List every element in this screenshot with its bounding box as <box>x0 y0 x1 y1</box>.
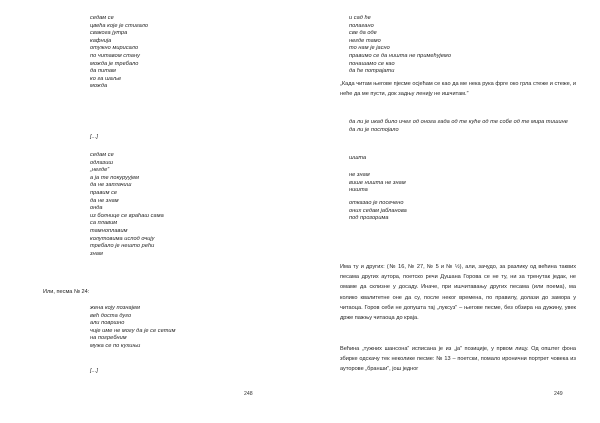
poem-stanza-b <box>90 152 164 258</box>
poem-line: „негде” <box>90 167 110 174</box>
poem-stanza-a <box>90 15 148 91</box>
poem-line: кафнија <box>90 37 112 44</box>
poem-stanza-e <box>349 200 407 223</box>
right-page <box>300 0 600 423</box>
ellipsis: [...] <box>90 368 99 374</box>
poem-line: на погребним <box>90 335 127 342</box>
poem-stanza-c <box>349 155 366 163</box>
poem-caption: Или, песма № 24: <box>43 289 90 295</box>
poem-line: ништа <box>349 187 368 194</box>
body-paragraph: Има ту и других: (№ 16, № 27, № 5 и № ½), али, зачудо, за разлику од већина таквих песама других аутора, поетско речи Душана Горова се не ту, ни за тренутак једак, не омаме да склизне у досаду. Иначе, при ишчитавању других песама (или поема), ма колико квалитетне оне да су, после неког времена, по правилу, долази до замора у читаоца. Горов себи не допушта тај „луксуз” – његове песме, без обзира на дужину, увек држе пажњу читаоца до краја. <box>340 264 576 322</box>
poem-stanza-b <box>349 119 575 134</box>
poem-line: свакога јутра <box>90 30 128 37</box>
poem-line: шшта <box>349 155 367 161</box>
page-number: 248 <box>244 391 253 397</box>
poem-line: то нам је јасно <box>349 45 390 52</box>
poem-line: требало је нешто рећи <box>90 243 155 250</box>
poem-line: већ доста дуго <box>90 312 132 319</box>
poem-line: тамноплавим <box>90 227 128 234</box>
poem-line: али површно <box>90 320 125 327</box>
poem-line: ко га шаље <box>90 75 122 82</box>
poem-line: знам <box>90 250 103 257</box>
quote-paragraph: „Када читам његове пјесме осјећам се као да ме нека рука фрге око грла стеже и стеже, и неће да ме пусти, док задњу ленију не ишчитам.” <box>340 81 576 98</box>
body-paragraph: Већина „тужних шансона” исписана је из „ја” позиције, у првом лицу. Од општег фона збирке одскачу тек неколике песме: № 13 – поетски, помало иронични портрет човека из ауторове „бранши”, још једног <box>340 346 576 373</box>
poem-line: по читавом стану <box>90 52 140 59</box>
poem-line: понашамо се као <box>349 60 395 67</box>
poem-stanza-c <box>90 305 175 351</box>
poem-line: и сад ће <box>349 15 371 21</box>
poem-stanza-a <box>349 15 451 76</box>
poem-line: колутовима испод очију <box>90 235 155 242</box>
poem-line: мужа се по кухињи <box>90 342 141 349</box>
poem-line: можда је требало <box>90 60 139 67</box>
poem-line: жена коју познајем <box>90 305 140 311</box>
poem-line: седам се <box>90 152 114 158</box>
poem-line: да ли је икад било ичег од онога гада од те куће од те собе од те мира тишине да ли је постојало <box>349 119 568 133</box>
poem-line: правимо се да ништа не примећујемо <box>349 52 451 59</box>
poem-stanza-d <box>349 172 406 195</box>
poem-line: одлазиш <box>90 159 114 166</box>
poem-line: да не знам <box>90 197 119 204</box>
poem-line: да не заплачиш <box>90 182 132 189</box>
poem-line: са плавим <box>90 220 118 227</box>
poem-line: правим се <box>90 189 118 196</box>
poem-line: не знам <box>349 172 370 178</box>
poem-line: негде тамо <box>349 37 381 44</box>
poem-line: можда <box>90 83 108 90</box>
poem-line: а ја те покуруујем <box>90 174 140 181</box>
poem-line: све да оде <box>349 30 377 37</box>
poem-line: оних седам јабланова <box>349 207 407 214</box>
poem-line: полагано <box>349 22 374 29</box>
page-number: 249 <box>554 391 563 397</box>
ellipsis: [...] <box>90 134 99 140</box>
poem-line: отужно мирисало <box>90 45 139 52</box>
poem-line: под прозорима <box>349 215 389 222</box>
poem-line: онда <box>90 205 103 212</box>
poem-line: цвећа које је стигало <box>90 22 149 29</box>
poem-line: отказао је посечено <box>349 200 404 206</box>
poem-line: из болнице се враћаш сама <box>90 212 164 219</box>
poem-line: седам се <box>90 15 114 21</box>
poem-line: да ће потрајати <box>349 68 395 75</box>
poem-line: чије име не могу да је се сетим <box>90 327 176 334</box>
poem-line: више ништа не знам <box>349 179 406 186</box>
poem-line: да питам <box>90 68 116 75</box>
